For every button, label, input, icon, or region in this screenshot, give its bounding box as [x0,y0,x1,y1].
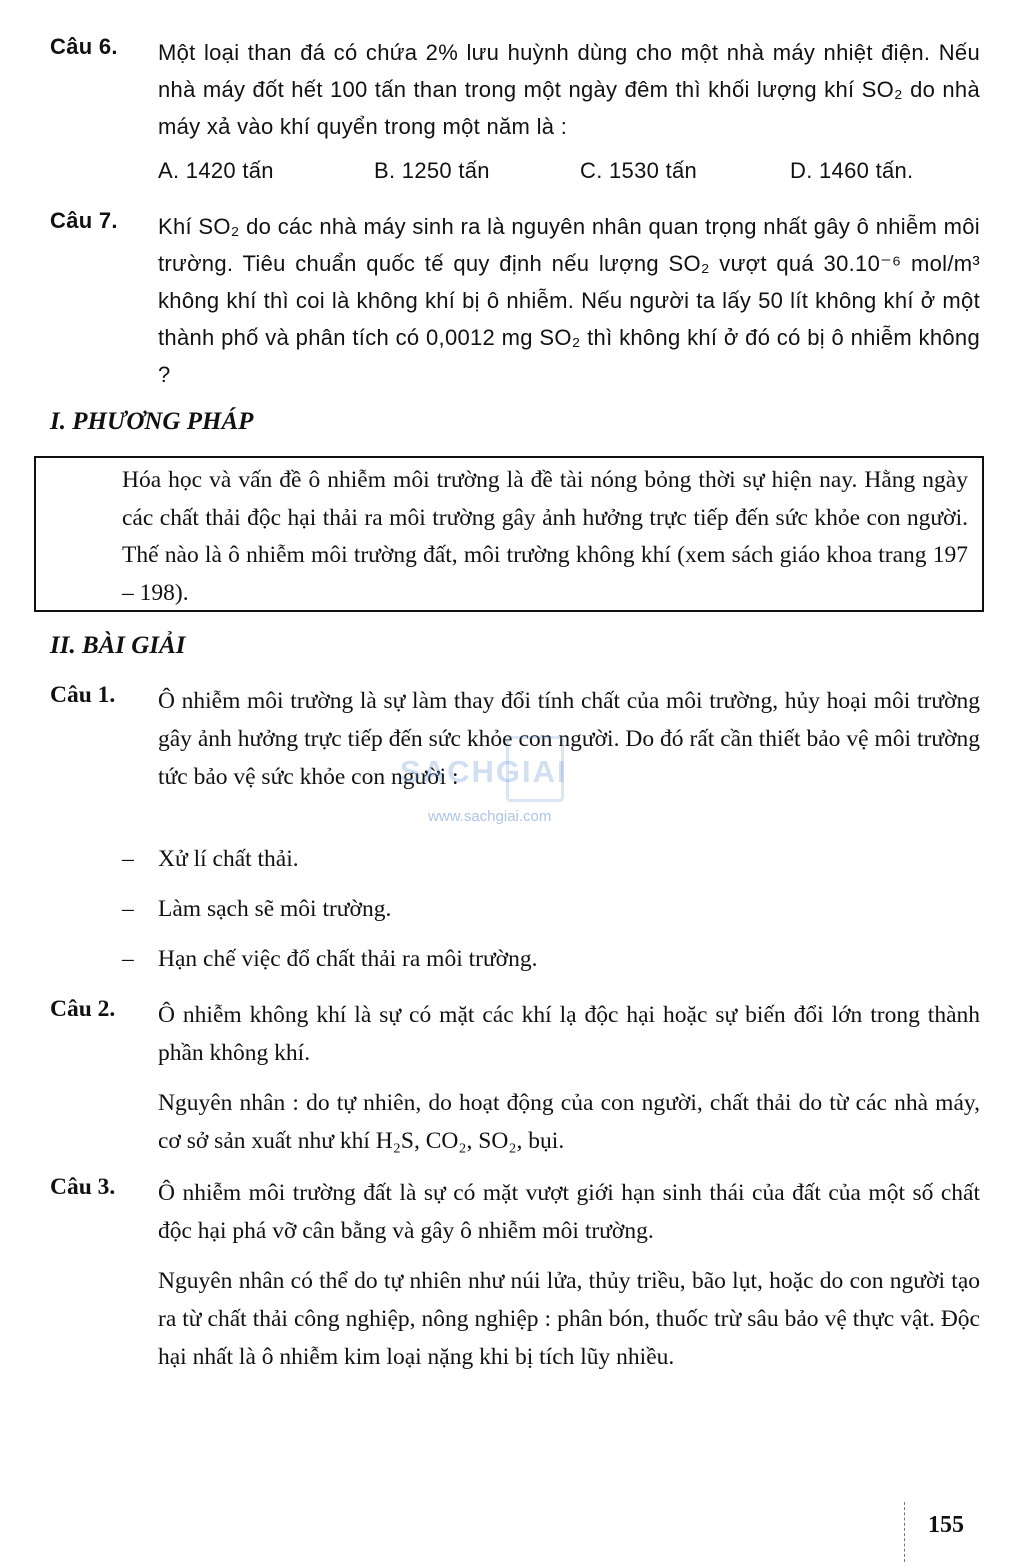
list-item [50,846,980,884]
list-item [50,946,980,984]
answer-1-label: Câu 1. [50,682,116,708]
answer-3-cause: Nguyên nhân có thể do tự nhiên như núi lửa, thủy triều, bão lụt, hoặc do con người tạo ra từ chất thải công nghiệp, nông nghiệp : phân bón, thuốc trừ sâu bảo vệ thực vật. Độc hại nhất là ô nhiễm kim loại nặng khi bị tích lũy nhiều. [158,1268,980,1370]
section-2-heading: II. BÀI GIẢI [50,632,186,659]
margin-mark [904,1502,906,1562]
option-b: B. 1250 tấn [374,158,490,183]
answer-2-text: Ô nhiễm không khí là sự có mặt các khí lạ độc hại hoặc sự biến đổi lớn trong thành phần không khí. [158,1002,980,1066]
section-1-heading: I. PHƯƠNG PHÁP [50,408,254,435]
list-dash: – [122,896,134,922]
question-6-options [158,158,988,195]
question-7-label: Câu 7. [50,208,118,233]
question-7 [50,208,980,393]
answer-2-label: Câu 2. [50,996,116,1022]
answer-3-label: Câu 3. [50,1174,116,1200]
answer-1-text: Ô nhiễm môi trường là sự làm thay đổi tính chất của môi trường, hủy hoại môi trường gây ảnh hưởng trực tiếp đến sức khỏe con người. Do đó rất cần thiết bảo vệ môi trường tức bảo vệ sức khỏe con người : [158,688,980,790]
answer-2-cause: Nguyên nhân : do tự nhiên, do hoạt động của con người, chất thải do từ các nhà máy, cơ sở sản xuất như khí H₂S, CO₂, SO₂, bụi. [158,1090,980,1154]
list-dash: – [122,846,134,872]
watermark-brand: SACHGIAI [400,754,568,789]
watermark-logo [398,730,618,830]
page-number: 155 [928,1512,964,1538]
option-d: D. 1460 tấn. [790,158,914,183]
answer-2 [50,996,980,1160]
watermark-url: www.sachgiai.com [428,808,552,825]
option-a: A. 1420 tấn [158,158,274,183]
list-dash: – [122,946,134,972]
method-box-text: Hóa học và vấn đề ô nhiễm môi trường là đề tài nóng bỏng thời sự hiện nay. Hằng ngày các chất thải độc hại thải ra môi trường gây ảnh hưởng trực tiếp đến sức khỏe con người. Thế nào là ô nhiễm môi trường đất, môi trường không khí (xem sách giáo khoa trang 197 – 198). [122,467,968,606]
method-box [34,456,984,612]
list-item-text: Làm sạch sẽ môi trường. [158,896,392,922]
option-c: C. 1530 tấn [580,158,698,183]
list-item [50,896,980,934]
question-6-text: Một loại than đá có chứa 2% lưu huỳnh dùng cho một nhà máy nhiệt điện. Nếu nhà máy đốt hết 100 tấn than trong một ngày đêm thì khối lượng khí SO₂ do nhà máy xả vào khí quyển trong một năm là : [158,40,980,139]
answer-3 [50,1174,980,1376]
question-6-label: Câu 6. [50,34,118,59]
question-7-text: Khí SO₂ do các nhà máy sinh ra là nguyên nhân quan trọng nhất gây ô nhiễm môi trường. Tiêu chuẩn quốc tế quy định nếu lượng SO₂ vượt quá 30.10⁻⁶ mol/m³ không khí thì coi là không khí bị ô nhiễm. Nếu người ta lấy 50 lít không khí ở một thành phố và phân tích có 0,0012 mg SO₂ thì không khí ở đó có bị ô nhiễm không ? [158,214,980,387]
answer-3-text: Ô nhiễm môi trường đất là sự có mặt vượt giới hạn sinh thái của đất của một số chất độc hại phá vỡ cân bằng và gây ô nhiễm môi trường. [158,1180,980,1244]
question-6 [50,34,980,145]
list-item-text: Hạn chế việc đổ chất thải ra môi trường. [158,946,538,972]
list-item-text: Xử lí chất thải. [158,846,299,872]
